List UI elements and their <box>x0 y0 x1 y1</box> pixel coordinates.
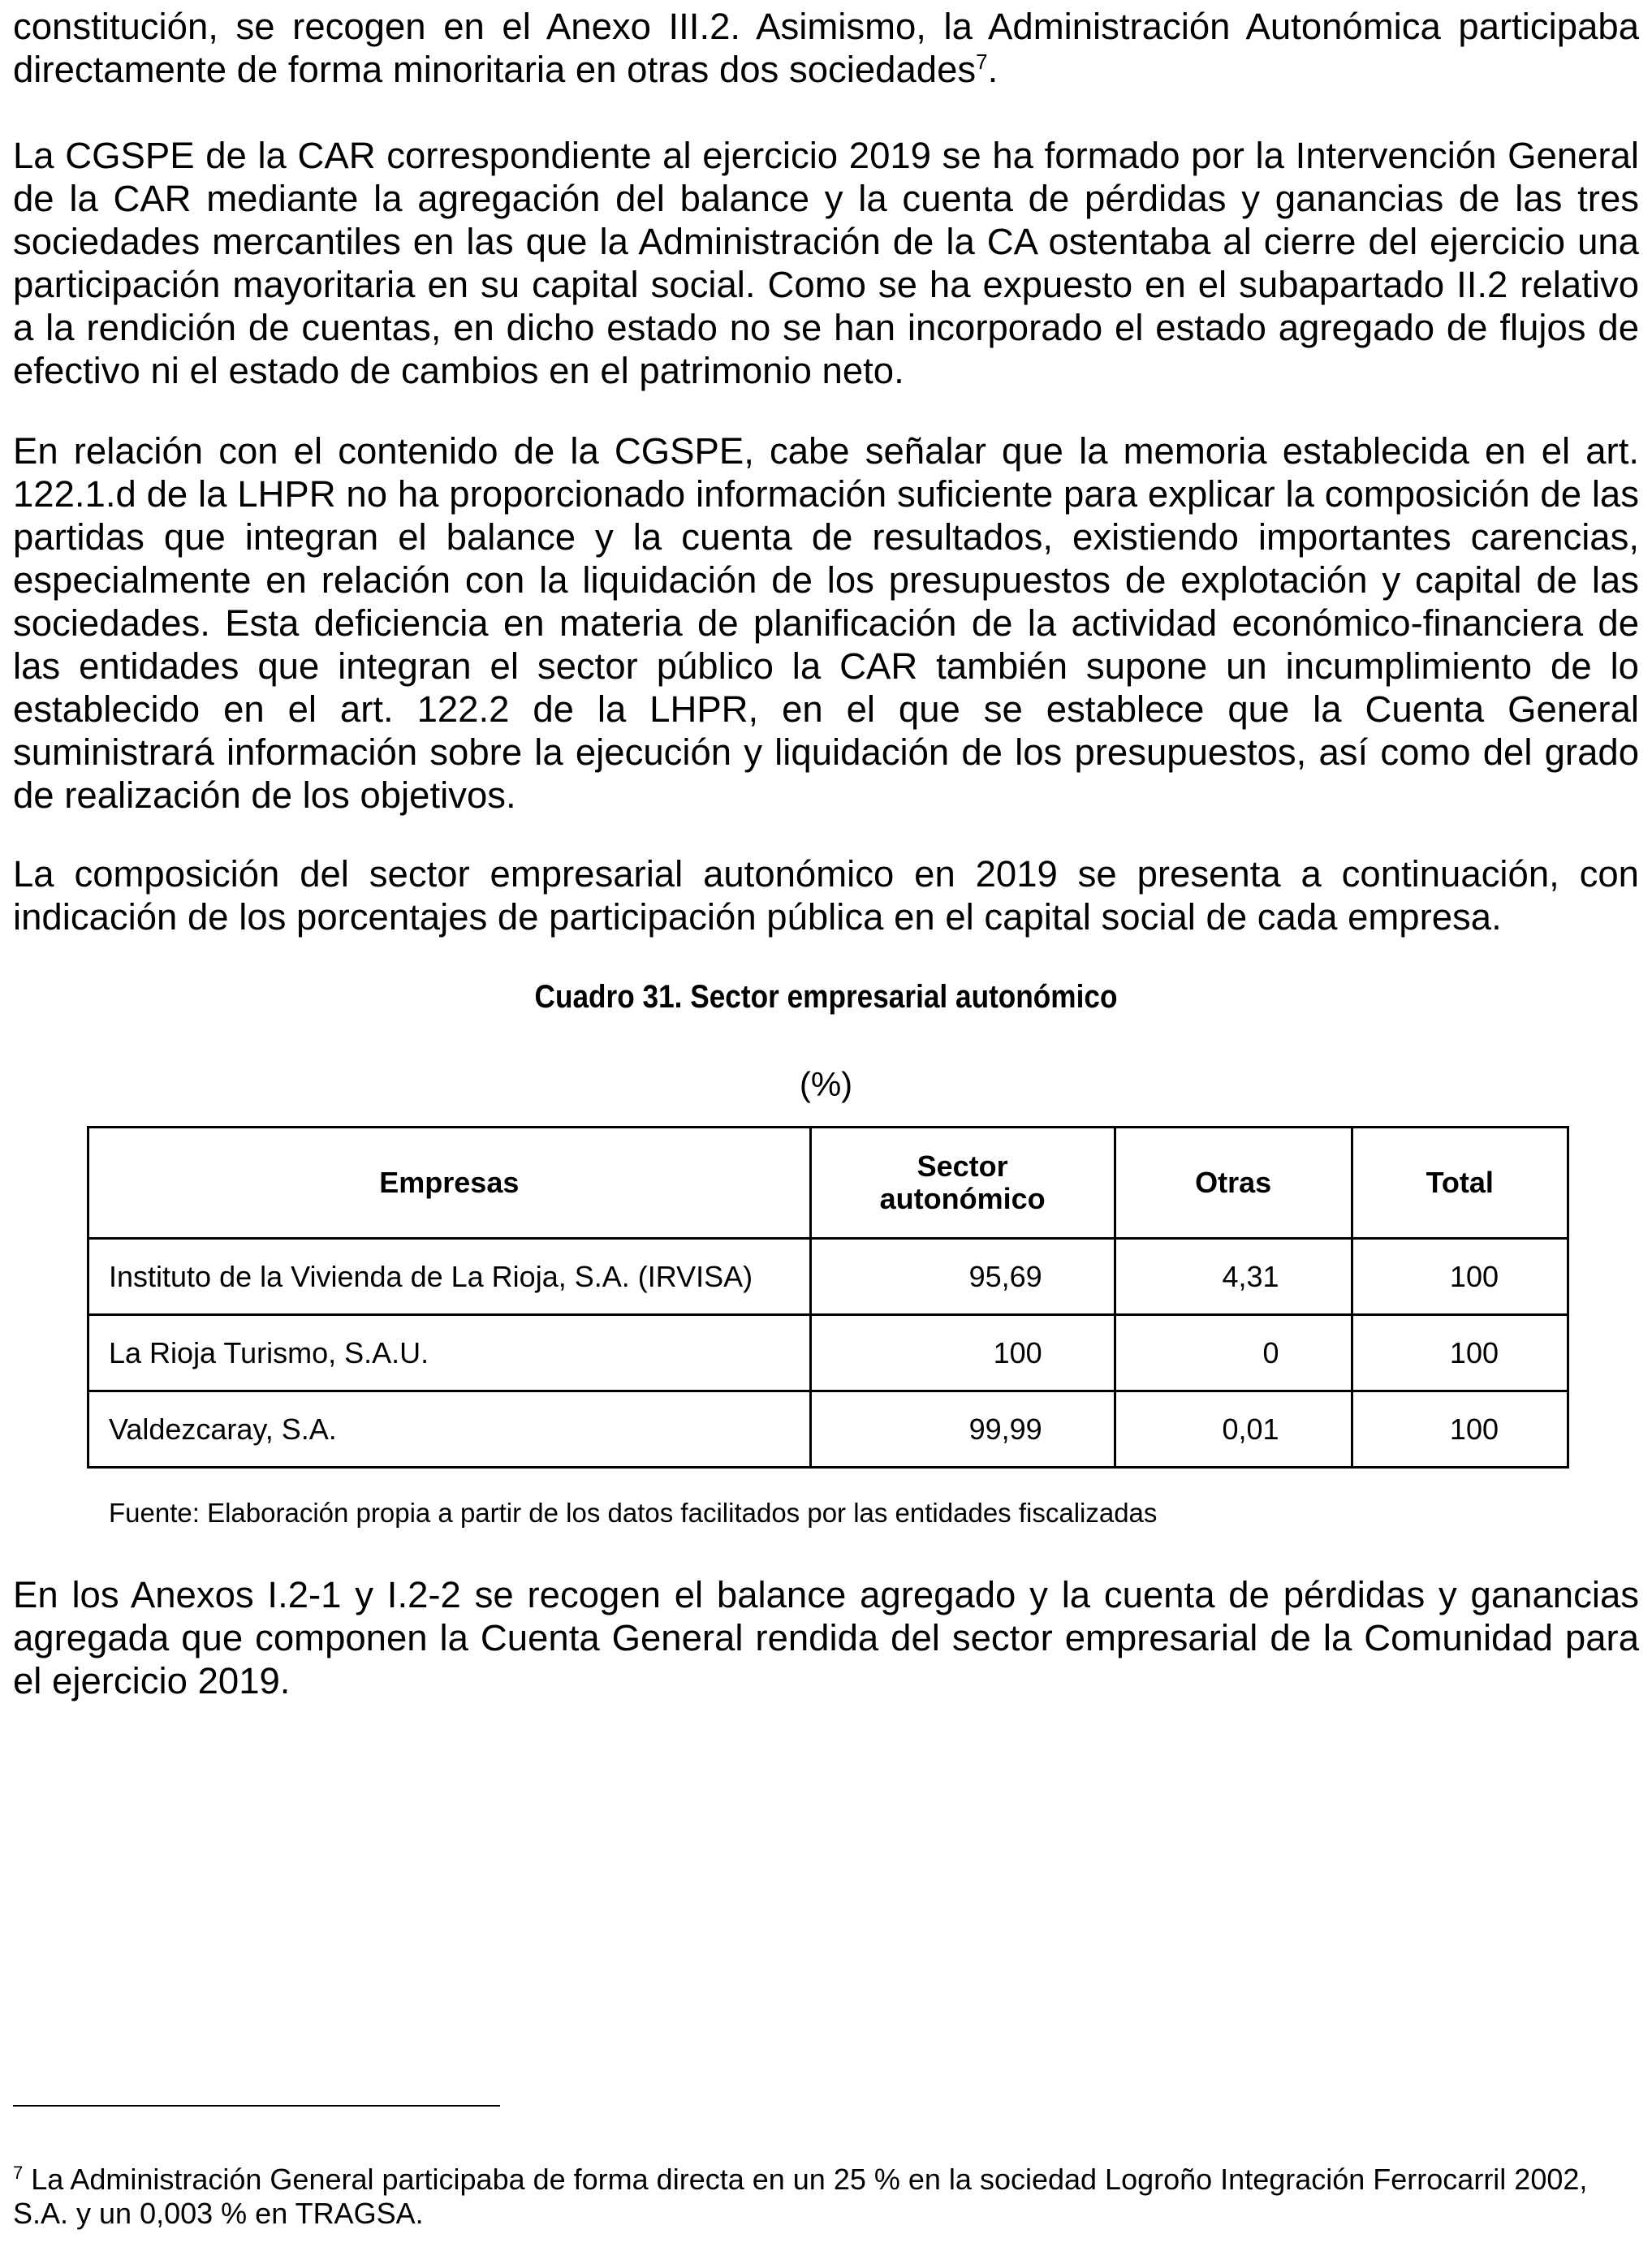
header-total: Total <box>1352 1128 1568 1239</box>
header-empresas: Empresas <box>88 1128 811 1239</box>
footnote-number: 7 <box>13 2163 24 2183</box>
header-otras: Otras <box>1115 1128 1352 1239</box>
cell-empresa: La Rioja Turismo, S.A.U. <box>88 1315 811 1391</box>
cell-otras: 0,01 <box>1115 1391 1352 1468</box>
header-sector-autonomico: Sector autonómico <box>810 1128 1115 1239</box>
table-row <box>88 1315 1568 1391</box>
paragraph-5: En los Anexos I.2-1 y I.2-2 se recogen el balance agregado y la cuenta de pérdidas y ganancias agregada que componen la Cuenta General rendida del sector empresarial de la Comunidad para el ejercicio 2019. <box>13 1574 1639 1701</box>
sector-table <box>87 1126 1569 1469</box>
paragraph-1-end: . <box>987 49 999 90</box>
cell-sector-autonomico: 95,69 <box>810 1239 1115 1315</box>
table-row <box>88 1391 1568 1468</box>
table-header-row <box>88 1128 1568 1239</box>
cell-sector-autonomico: 99,99 <box>810 1391 1115 1468</box>
cell-empresa: Instituto de la Vivienda de La Rioja, S.A. (IRVISA) <box>88 1239 811 1315</box>
cell-total: 100 <box>1352 1315 1568 1391</box>
cell-empresa: Valdezcaray, S.A. <box>88 1391 811 1468</box>
footnote-separator <box>13 2105 500 2107</box>
footnote-text: La Administración General participaba de forma directa en un 25 % en la sociedad Logroño Integración Ferrocarril 2002, S.A. y un 0,003 % en TRAGSA. <box>13 2163 1588 2230</box>
cell-total: 100 <box>1352 1391 1568 1468</box>
table-unit: (%) <box>799 1065 853 1103</box>
paragraph-2: La CGSPE de la CAR correspondiente al ejercicio 2019 se ha formado por la Intervención General de la CAR mediante la agregación del balance y la cuenta de pérdidas y ganancias de las tres sociedades mercantiles en las que la Administración de la CA ostentaba al cierre del ejercicio una participación mayoritaria en su capital social. Como se ha expuesto en el subapartado II.2 relativo a la rendición de cuentas, en dicho estado no se han incorporado el estado agregado de flujos de efectivo ni el estado de cambios en el patrimonio neto. <box>13 135 1639 391</box>
footnote-reference[interactable]: 7 <box>976 49 988 74</box>
cell-total: 100 <box>1352 1239 1568 1315</box>
paragraph-1-text: constitución, se recogen en el Anexo III.2. Asimismo, la Administración Autonómica participaba directamente de forma minoritaria en otras dos sociedades <box>13 6 1639 90</box>
cell-sector-autonomico: 100 <box>810 1315 1115 1391</box>
paragraph-4: La composición del sector empresarial autonómico en 2019 se presenta a continuación, con indicación de los porcentajes de participación pública en el capital social de cada empresa. <box>13 853 1639 938</box>
footnote <box>13 2163 1639 2231</box>
table-source-note: Fuente: Elaboración propia a partir de los datos facilitados por las entidades fiscalizadas <box>109 1498 1158 1528</box>
table-row <box>88 1239 1568 1315</box>
paragraph-1 <box>13 5 1639 91</box>
cell-otras: 0 <box>1115 1315 1352 1391</box>
paragraph-3: En relación con el contenido de la CGSPE, cabe señalar que la memoria establecida en el art. 122.1.d de la LHPR no ha proporcionado información suficiente para explicar la composición de las partidas que integran el balance y la cuenta de resultados, existiendo importantes carencias, especialmente en relación con la liquidación de los presupuestos de explotación y capital de las sociedades. Esta deficiencia en materia de planificación de la actividad económico-financiera de las entidades que integran el sector público la CAR también supone un incumplimiento de lo establecido en el art. 122.2 de la LHPR, en el que se establece que la Cuenta General suministrará información sobre la ejecución y liquidación de los presupuestos, así como del grado de realización de los objetivos. <box>13 430 1639 816</box>
table-title: Cuadro 31. Sector empresarial autonómico <box>534 979 1118 1015</box>
cell-otras: 4,31 <box>1115 1239 1352 1315</box>
